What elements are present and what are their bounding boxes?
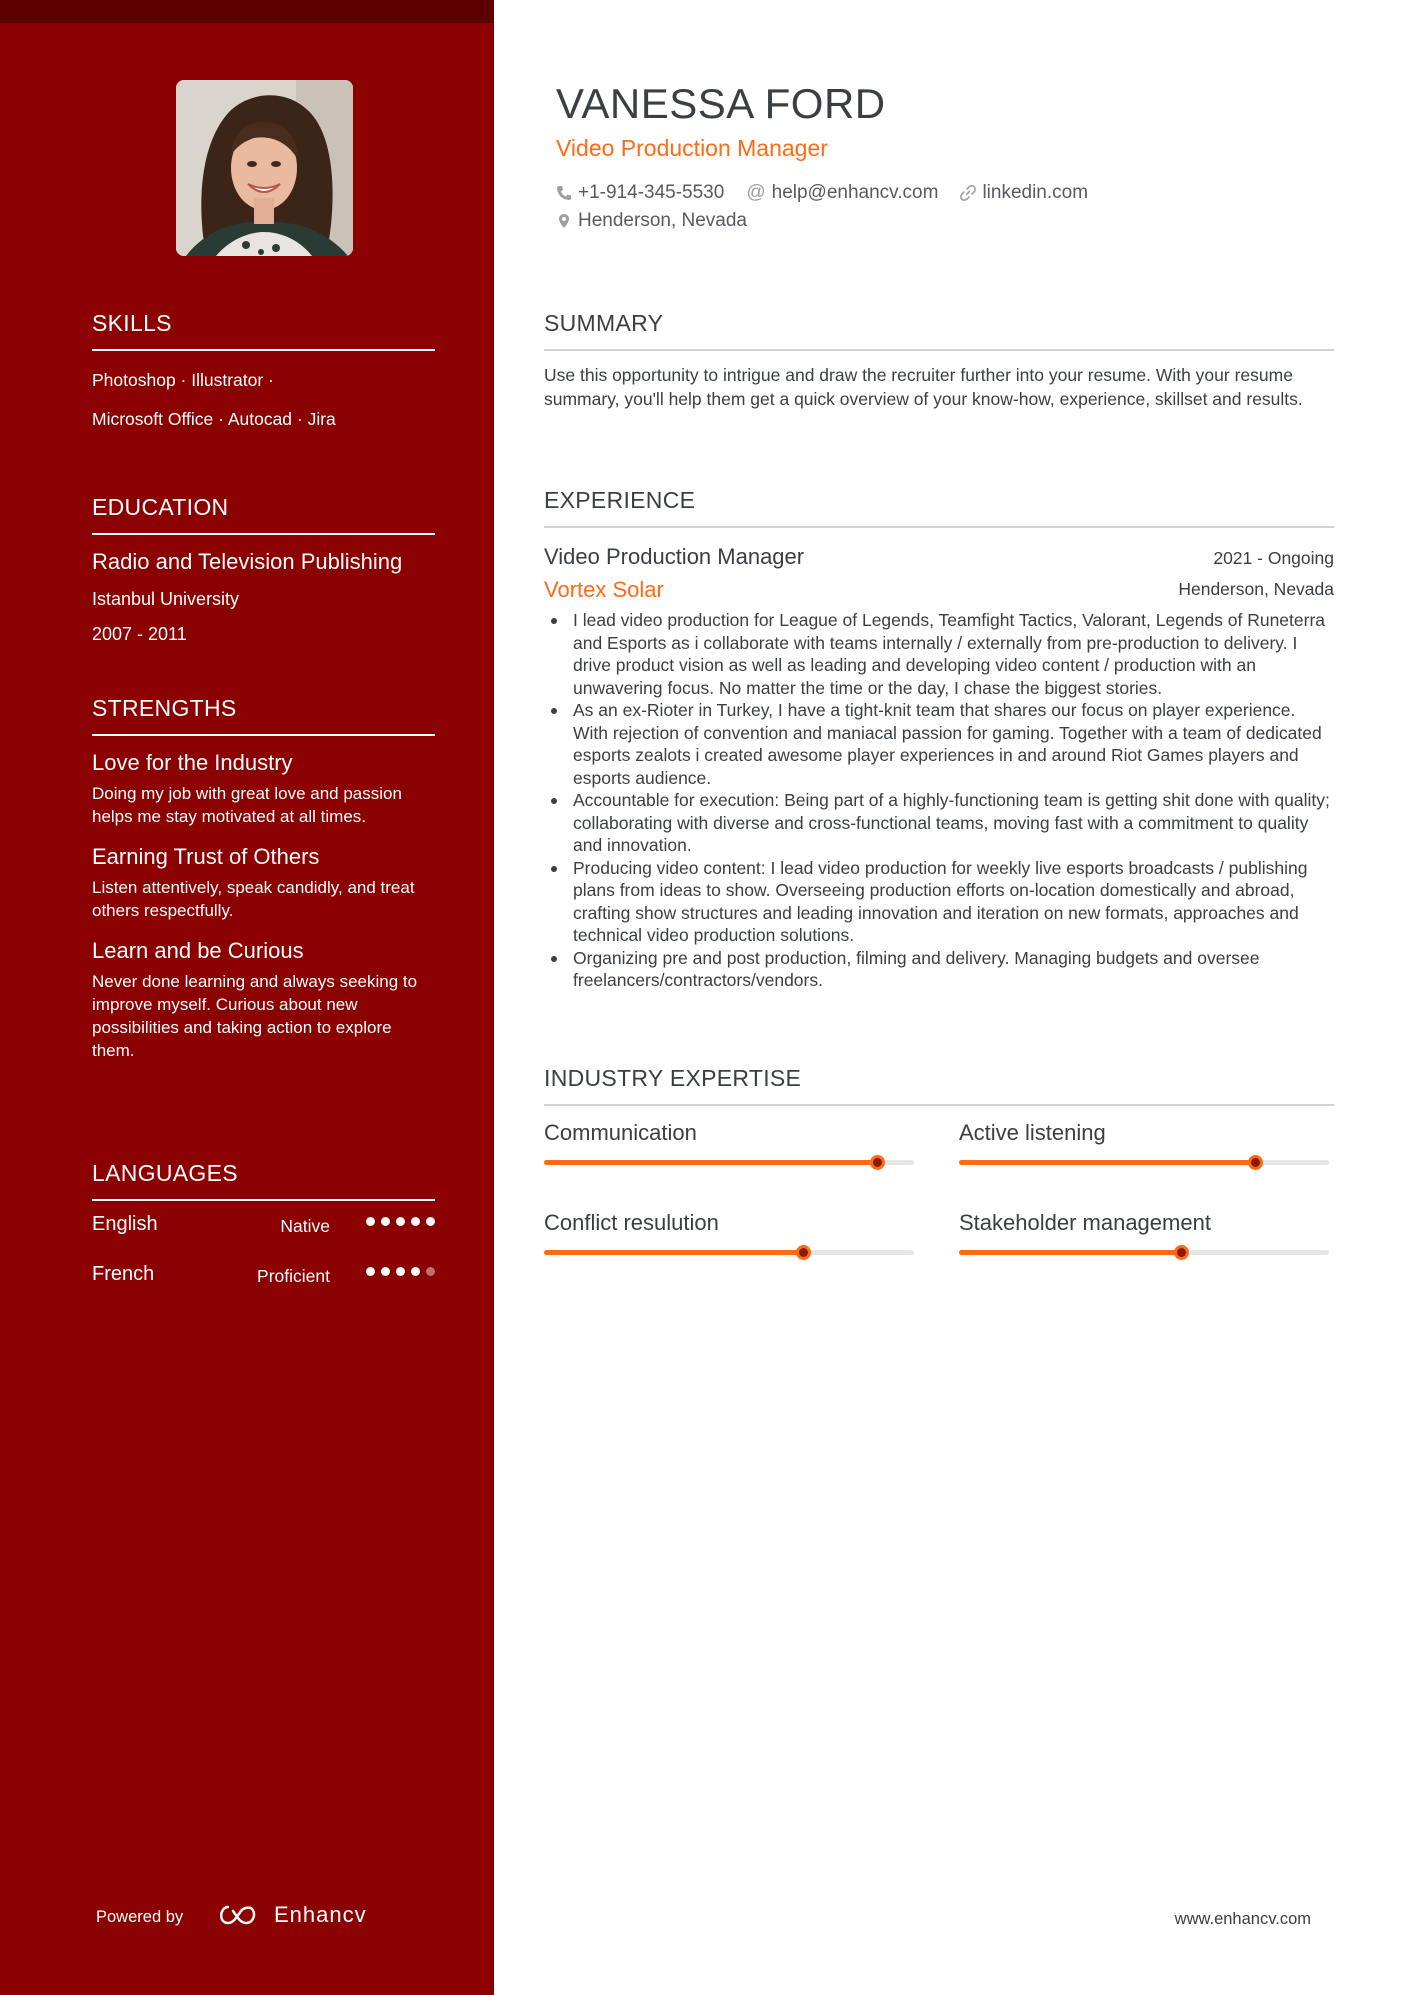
enhancv-brand: Enhancv <box>274 1902 367 1927</box>
linkedin-text: linkedin.com <box>982 182 1089 203</box>
sidebar <box>0 0 494 1995</box>
experience-bullet: Accountable for execution: Being part of a highly-functioning team is getting shit done with quality; collaborating with diverse and cross-functional teams, moving fast with a commitment to quality and innovation. <box>544 789 1334 857</box>
strength-title: Earning Trust of Others <box>92 844 320 869</box>
strength-item <box>92 844 435 922</box>
phone-contact[interactable] <box>556 182 724 204</box>
languages-section <box>92 1160 435 1301</box>
strengths-title: STRENGTHS <box>92 695 435 736</box>
expertise-bar <box>544 1250 914 1255</box>
skills-line: Microsoft Office · Autocad · Jira <box>92 409 336 429</box>
education-years: 2007 - 2011 <box>92 624 187 644</box>
contact-row <box>556 182 1088 204</box>
rating-dot <box>366 1267 375 1276</box>
strength-item <box>92 938 435 1062</box>
expertise-bar <box>959 1250 1329 1255</box>
experience-title: EXPERIENCE <box>544 487 1334 528</box>
expertise-bar <box>544 1160 914 1165</box>
summary-text: Use this opportunity to intrigue and draw the recruiter further into your resume. With your resume summary, you'll help them get a quick overview of your know-how, experience, skillset and results. <box>544 365 1303 409</box>
experience-bullet: As an ex-Rioter in Turkey, I have a tight-knit team that shares our focus on player experience. With rejection of convention and maniacal passion for gaming. Together with a team of dedicated esports zealots i created awesome player experiences in and around Riot Games players and esports audience. <box>544 699 1334 789</box>
expertise-item <box>959 1210 1329 1255</box>
education-degree: Radio and Television Publishing <box>92 549 403 574</box>
expertise-name: Active listening <box>959 1120 1106 1145</box>
website-link[interactable]: www.enhancv.com <box>1174 1910 1311 1928</box>
summary-section <box>544 310 1334 411</box>
experience-bullet: Organizing pre and post production, filming and delivery. Managing budgets and oversee freelancers/contractors/vendors. <box>544 947 1334 992</box>
expertise-name: Stakeholder management <box>959 1210 1211 1235</box>
summary-title: SUMMARY <box>544 310 1334 351</box>
candidate-title: Video Production Manager <box>556 135 828 161</box>
strength-description: Never done learning and always seeking to improve myself. Curious about new possibilities and taking action to explore them. <box>92 972 418 1060</box>
rating-dot <box>381 1267 390 1276</box>
enhancv-mark-icon <box>216 1903 262 1927</box>
link-icon <box>960 185 976 201</box>
expertise-bar-knob <box>1174 1245 1189 1260</box>
expertise-name: Communication <box>544 1120 697 1145</box>
expertise-item <box>544 1120 914 1165</box>
rating-dot <box>426 1217 435 1226</box>
experience-location: Henderson, Nevada <box>1178 579 1334 599</box>
rating-dot <box>411 1267 420 1276</box>
profile-photo <box>176 80 353 256</box>
language-level: Native <box>280 1216 330 1236</box>
phone-icon <box>556 185 572 201</box>
strength-title: Love for the Industry <box>92 750 293 775</box>
location-contact <box>556 210 747 232</box>
experience-company: Vortex Solar <box>544 577 664 602</box>
experience-bullet: Producing video content: I lead video production for weekly live esports broadcasts / publishing plans from ideas to show. Overseeing production efforts on-location domestically and abroad, crafting show structures and leading innovation and iteration on new formats, approaches and technical video production solutions. <box>544 857 1334 947</box>
expertise-title: INDUSTRY EXPERTISE <box>544 1065 1334 1106</box>
rating-dot <box>426 1267 435 1276</box>
language-name: French <box>92 1263 155 1285</box>
education-section <box>92 494 435 645</box>
location-text: Henderson, Nevada <box>578 210 747 231</box>
skills-title: SKILLS <box>92 310 435 351</box>
language-rating <box>366 1267 435 1276</box>
expertise-item <box>544 1210 914 1255</box>
education-title: EDUCATION <box>92 494 435 535</box>
expertise-bar <box>959 1160 1329 1165</box>
skills-section <box>92 310 435 430</box>
rating-dot <box>381 1217 390 1226</box>
rating-dot <box>396 1217 405 1226</box>
expertise-bar-fill <box>959 1250 1181 1255</box>
sidebar-top-band <box>0 0 494 23</box>
language-name: English <box>92 1213 158 1235</box>
rating-dot <box>396 1267 405 1276</box>
language-row <box>92 1251 435 1301</box>
experience-dates: 2021 - Ongoing <box>1213 548 1334 568</box>
experience-section <box>544 487 1334 992</box>
expertise-name: Conflict resulution <box>544 1210 719 1235</box>
expertise-bar-fill <box>544 1160 877 1165</box>
strength-item <box>92 750 435 828</box>
expertise-bar-knob <box>796 1245 811 1260</box>
strength-description: Doing my job with great love and passion helps me stay motivated at all times. <box>92 784 402 826</box>
expertise-bar-knob <box>1248 1155 1263 1170</box>
strength-title: Learn and be Curious <box>92 938 304 963</box>
experience-header <box>544 540 1334 575</box>
language-row <box>92 1201 435 1251</box>
expertise-section <box>544 1065 1334 1306</box>
skills-line: Photoshop · Illustrator · <box>92 370 274 390</box>
expertise-bar-knob <box>870 1155 885 1170</box>
experience-bullet: I lead video production for League of Legends, Teamfight Tactics, Valorant, Legends of Runeterra and Esports as i collaborate with teams internally / externally from pre-production to delivery. I drive product vision as well as leading and developing video content / production with an unwavering focus. No matter the time or the day, I chase the biggest stories. <box>544 609 1334 699</box>
expertise-grid <box>544 1106 1334 1306</box>
email-contact[interactable] <box>746 182 938 204</box>
candidate-name: VANESSA FORD <box>556 80 886 127</box>
expertise-bar-fill <box>544 1250 803 1255</box>
language-rating <box>366 1217 435 1226</box>
email-text: help@enhancv.com <box>771 182 939 203</box>
language-level: Proficient <box>257 1266 330 1286</box>
experience-bullets <box>544 609 1334 992</box>
experience-subheader <box>544 575 1334 605</box>
location-row <box>556 210 747 232</box>
expertise-item <box>959 1120 1329 1165</box>
rating-dot <box>366 1217 375 1226</box>
phone-text: +1-914-345-5530 <box>578 182 725 203</box>
strengths-section <box>92 695 435 1062</box>
at-icon: @ <box>746 182 766 203</box>
experience-role: Video Production Manager <box>544 544 805 569</box>
expertise-bar-fill <box>959 1160 1255 1165</box>
education-school: Istanbul University <box>92 589 240 609</box>
main-content <box>494 0 1410 1995</box>
enhancv-logo[interactable] <box>216 1902 367 1928</box>
location-pin-icon <box>556 213 572 229</box>
languages-title: LANGUAGES <box>92 1160 435 1201</box>
strength-description: Listen attentively, speak candidly, and treat others respectfully. <box>92 878 415 920</box>
powered-by-label: Powered by <box>96 1908 184 1926</box>
linkedin-contact[interactable] <box>960 182 1088 204</box>
rating-dot <box>411 1217 420 1226</box>
